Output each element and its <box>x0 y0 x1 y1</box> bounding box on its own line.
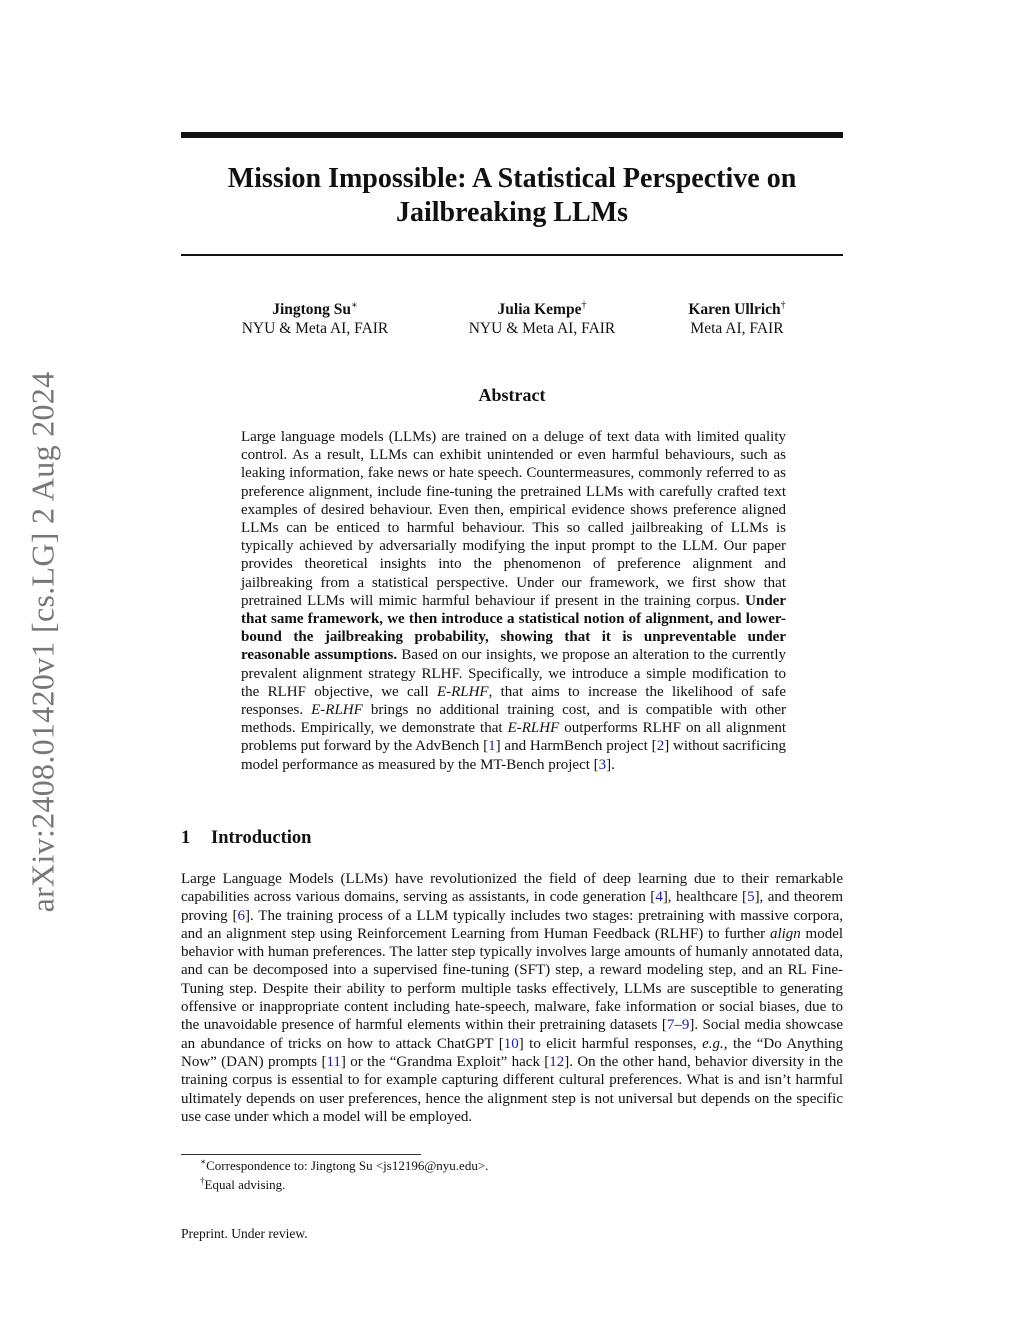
arxiv-id: arXiv:2408.01420v1 [cs.LG] 2 Aug 2024 <box>24 371 61 913</box>
author-block <box>442 300 642 338</box>
citation-link[interactable]: 5 <box>747 889 755 906</box>
abstract-bold-claim: Under that same framework, we then introduce a statistical notion of alignment, and lower-bound the jailbreaking probability, showing that it is unpreventable under reasonable assumptions. <box>241 592 786 664</box>
title-bottom-rule <box>181 254 843 256</box>
section-title: Introduction <box>211 828 312 848</box>
title-line-1: Mission Impossible: A Statistical Perspective on <box>227 163 797 194</box>
title-top-rule <box>181 132 843 138</box>
footnote: †Equal advising. <box>200 1175 286 1192</box>
author-name: Jingtong Su∗ <box>272 299 358 318</box>
footnote-mark: ∗ <box>200 1156 207 1167</box>
citation-link[interactable]: 1 <box>488 738 496 755</box>
citation-link[interactable]: 11 <box>326 1053 341 1070</box>
citation-link[interactable]: 4 <box>655 889 663 906</box>
citation-link[interactable]: 2 <box>656 738 665 755</box>
author-mark: † <box>581 299 587 311</box>
paper-title <box>181 162 843 230</box>
author-affiliation: NYU & Meta AI, FAIR <box>468 320 616 337</box>
section-number: 1 <box>181 828 191 848</box>
citation-link[interactable]: 6 <box>237 907 245 924</box>
abstract-body: Large language models (LLMs) are trained on a deluge of text data with limited quality control. As a result, LLMs can exhibit unintended or even harmful behaviours, such as leaking information, fake news or hate speech. Countermeasures, commonly referred to as preference alignment, include fine-tuning the pretrained LLMs with carefully crafted text examples of desired behaviour. Even then, empirical evidence shows preference aligned LLMs can be enticed to harmful behaviour. This so called jailbreaking of LLMs is typically achieved by adversarially modifying the input prompt to the LLM. Our paper provides theoretical insights into the phenomenon of preference alignment and jailbreaking from a statistical perspective. Under our framework, we first show that pretrained LLMs will mimic harmful behaviour if present in the training corpus. Under that same framework, we then introduce a statistical notion of alignment, and lower-bound the jailbreaking probability, showing that it is unpreventable under reasonable assumptions. Based on our insights, we propose an alteration to the currently prevalent alignment strategy RLHF. Specifically, we introduce a simple modification to the RLHF objective, we call E-RLHF, that aims to increase the likelihood of safe responses. E-RLHF brings no additional training cost, and is compatible with other methods. Empirically, we demonstrate that E-RLHF outperforms RLHF on all alignment problems put forward by the AdvBench [1] and HarmBench project [2] without sacrificing model performance as measured by the MT-Bench project [3]. <box>241 429 787 773</box>
author-affiliation: NYU & Meta AI, FAIR <box>241 320 389 337</box>
author-mark: † <box>780 299 786 311</box>
citation-link[interactable]: 7 <box>666 1017 675 1034</box>
preprint-notice: Preprint. Under review. <box>181 1226 308 1241</box>
author-mark: ∗ <box>351 299 358 311</box>
footnote-mark: † <box>200 1175 205 1186</box>
citation-link[interactable]: 10 <box>503 1035 519 1052</box>
citation-link[interactable]: 3 <box>598 756 607 773</box>
title-line-2: Jailbreaking LLMs <box>395 197 629 228</box>
abstract-heading: Abstract <box>478 385 546 405</box>
footnote-rule <box>181 1154 421 1155</box>
author-name: Karen Ullrich† <box>688 299 786 318</box>
introduction-paragraph: Large Language Models (LLMs) have revolutionized the field of deep learning due to their remarkable capabilities across various domains, serving as assistants, in code generation [4], healthcare [5], and theorem proving [6]. The training process of a LLM typically includes two stages: pretraining with massive corpora, and an alignment step using Reinforcement Learning from Human Feedback (RLHF) to further align model behavior with human preferences. The latter step typically involves large amounts of humanly annotated data, and can be decomposed into a supervised fine-tuning (SFT) step, a reward modeling step, and an RL Fine-Tuning step. Despite their ability to perform multiple tasks effectively, LLMs are susceptible to generating offensive or inappropriate content including hate-speech, malware, fake information or social biases, due to the unavoidable presence of harmful elements within their pretraining datasets [7–9]. Social media showcase an abundance of tricks on how to attack ChatGPT [10] to elicit harmful responses, e.g., the “Do Anything Now” (DAN) prompts [11] or the “Grandma Exploit” hack [12]. On the other hand, behavior diversity in the training corpus is essential to for example capturing different cultural preferences. What is and isn’t harmful ultimately depends on user preferences, hence the alignment step is not universal but depends on the specific use case under which a model will be employed. <box>181 871 844 1125</box>
author-name: Julia Kempe† <box>497 299 587 318</box>
author-affiliation: Meta AI, FAIR <box>690 320 784 337</box>
footnote: ∗Correspondence to: Jingtong Su <js12196@nyu.edu>. <box>200 1156 489 1173</box>
author-block <box>657 300 817 338</box>
author-block <box>215 300 415 338</box>
section-heading <box>181 828 311 849</box>
citation-link[interactable]: 12 <box>549 1053 565 1070</box>
citation-link[interactable]: 9 <box>681 1017 690 1034</box>
